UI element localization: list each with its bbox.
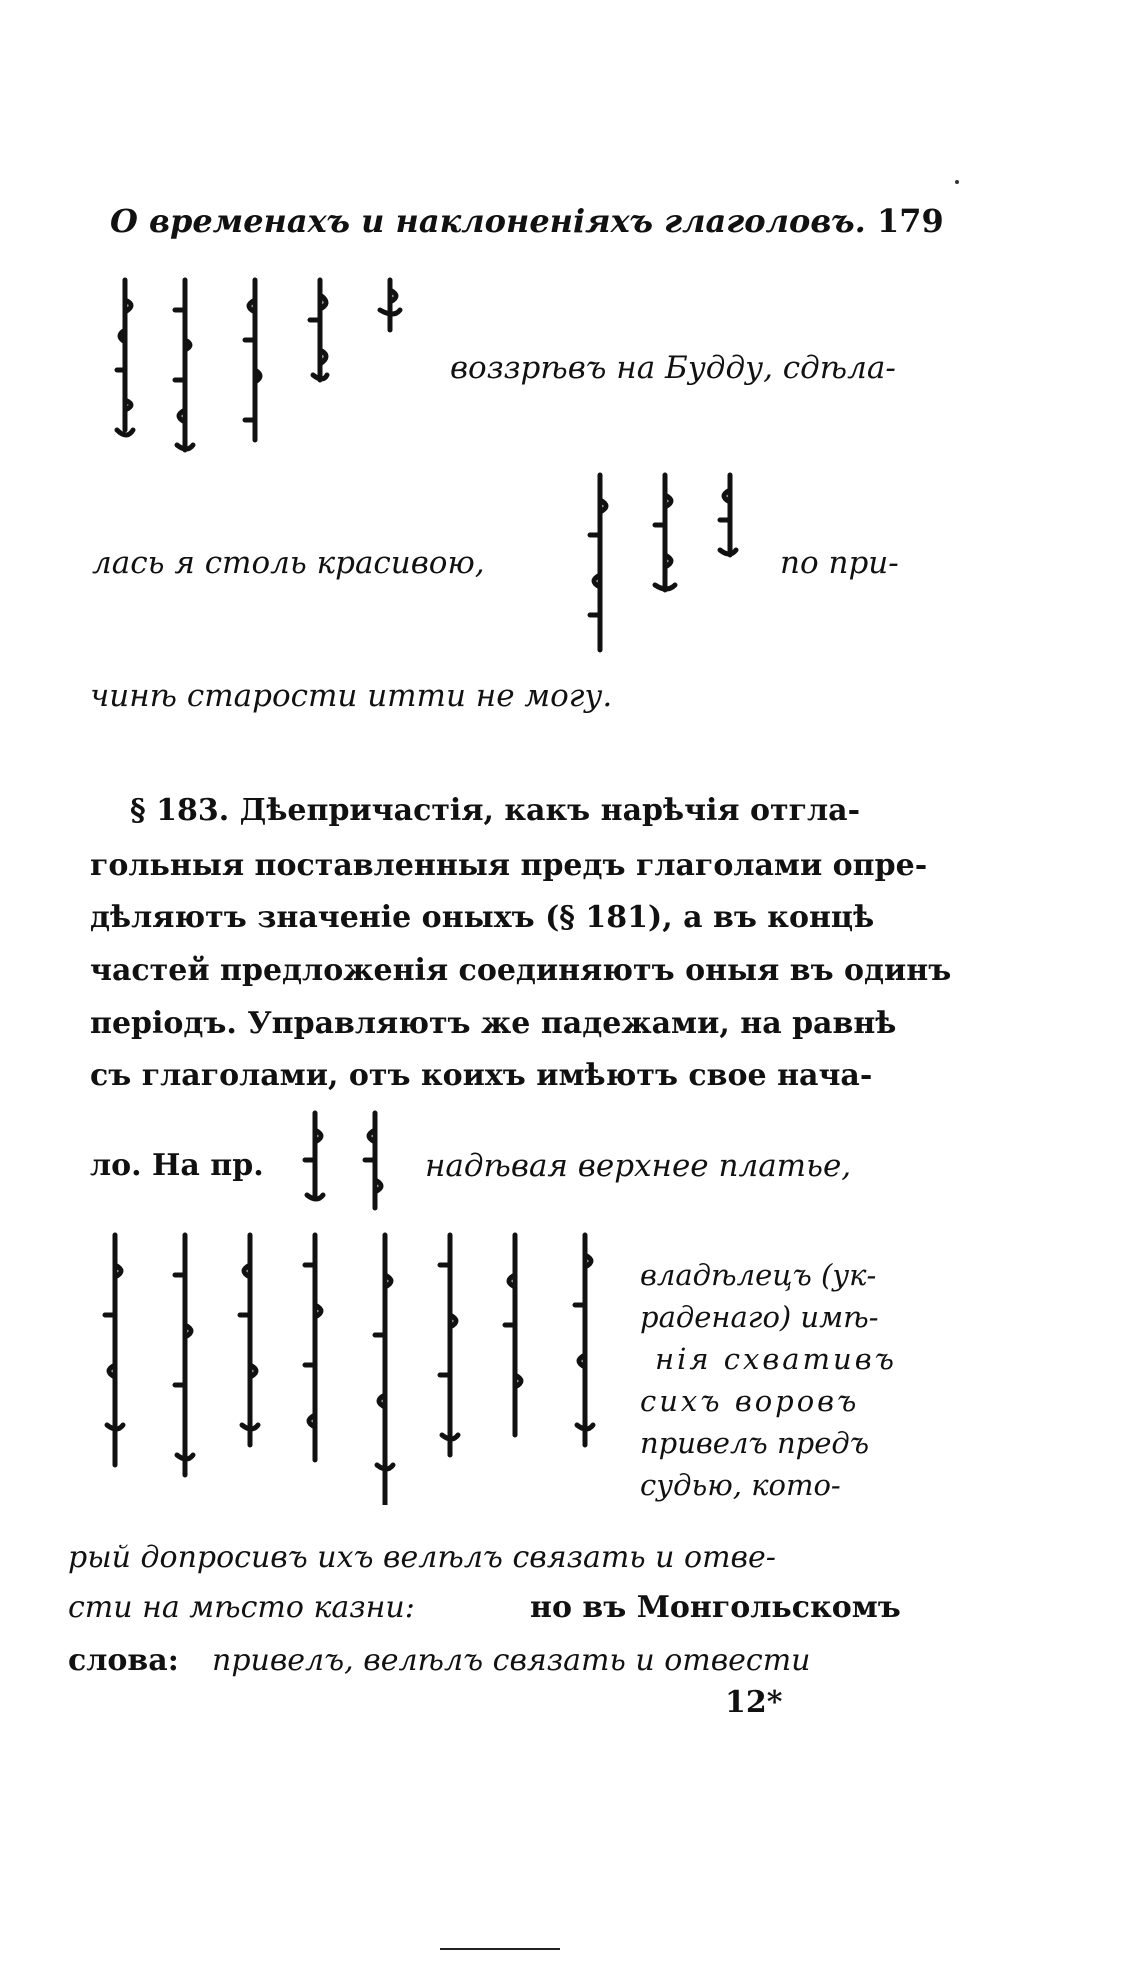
page-speck xyxy=(955,180,959,184)
running-header xyxy=(110,202,944,240)
text-line: раденаго) имѣ- xyxy=(640,1300,879,1334)
text-line: по при- xyxy=(780,545,899,581)
text-line: судью, кото- xyxy=(640,1468,841,1502)
text-line: рый допросивъ ихъ велѣлъ связать и отве- xyxy=(68,1540,776,1575)
text-line: привелъ, велѣлъ связать и отвести xyxy=(212,1643,811,1678)
page-number: 179 xyxy=(876,202,944,240)
header-title: О временахъ и наклоненiяхъ глаголовъ. xyxy=(110,202,866,240)
text-line: но въ Монгольскомъ xyxy=(530,1590,901,1625)
text-line: сихъ воровъ xyxy=(640,1384,860,1418)
paragraph-line: съ глаголами, отъ коихъ имѣютъ свое нача- xyxy=(90,1058,873,1093)
mongolian-script-block-2 xyxy=(560,465,760,665)
text-line: нiя схвативъ xyxy=(655,1342,897,1376)
text-line: чинѣ старости итти не могу. xyxy=(90,678,613,714)
paragraph-line: перiодъ. Управляютъ же падежами, на равнѣ xyxy=(90,1006,897,1041)
text-line: надѣвая верхнее платье, xyxy=(425,1148,852,1184)
signature-mark: 12* xyxy=(725,1685,783,1720)
mongolian-script-block-1 xyxy=(95,270,435,460)
paragraph-line: § 183. Дѣепричастiя, какъ нарѣчiя отгла- xyxy=(130,793,861,828)
text-line: слова: xyxy=(68,1643,179,1678)
bottom-rule xyxy=(440,1948,560,1950)
text-line: лась я столь красивою, xyxy=(92,545,485,581)
text-line: привелъ предъ xyxy=(640,1426,870,1460)
mongolian-script-block-3 xyxy=(90,1225,630,1505)
mongolian-script-inline xyxy=(285,1105,415,1215)
paragraph-line: ло. На пр. xyxy=(90,1148,264,1183)
paragraph-line: гольныя поставленныя предъ глаголами опре- xyxy=(90,848,928,883)
text-line: воззрѣвъ на Будду, сдѣла- xyxy=(450,350,896,386)
paragraph-line: дѣляютъ значенiе оныхъ (§ 181), а въ концѣ xyxy=(90,900,875,935)
text-line: владѣлецъ (ук- xyxy=(640,1258,877,1292)
paragraph-line: частей предложенiя соединяютъ оныя въ одинъ xyxy=(90,953,952,988)
text-line: сти на мѣсто казни: xyxy=(68,1590,415,1625)
